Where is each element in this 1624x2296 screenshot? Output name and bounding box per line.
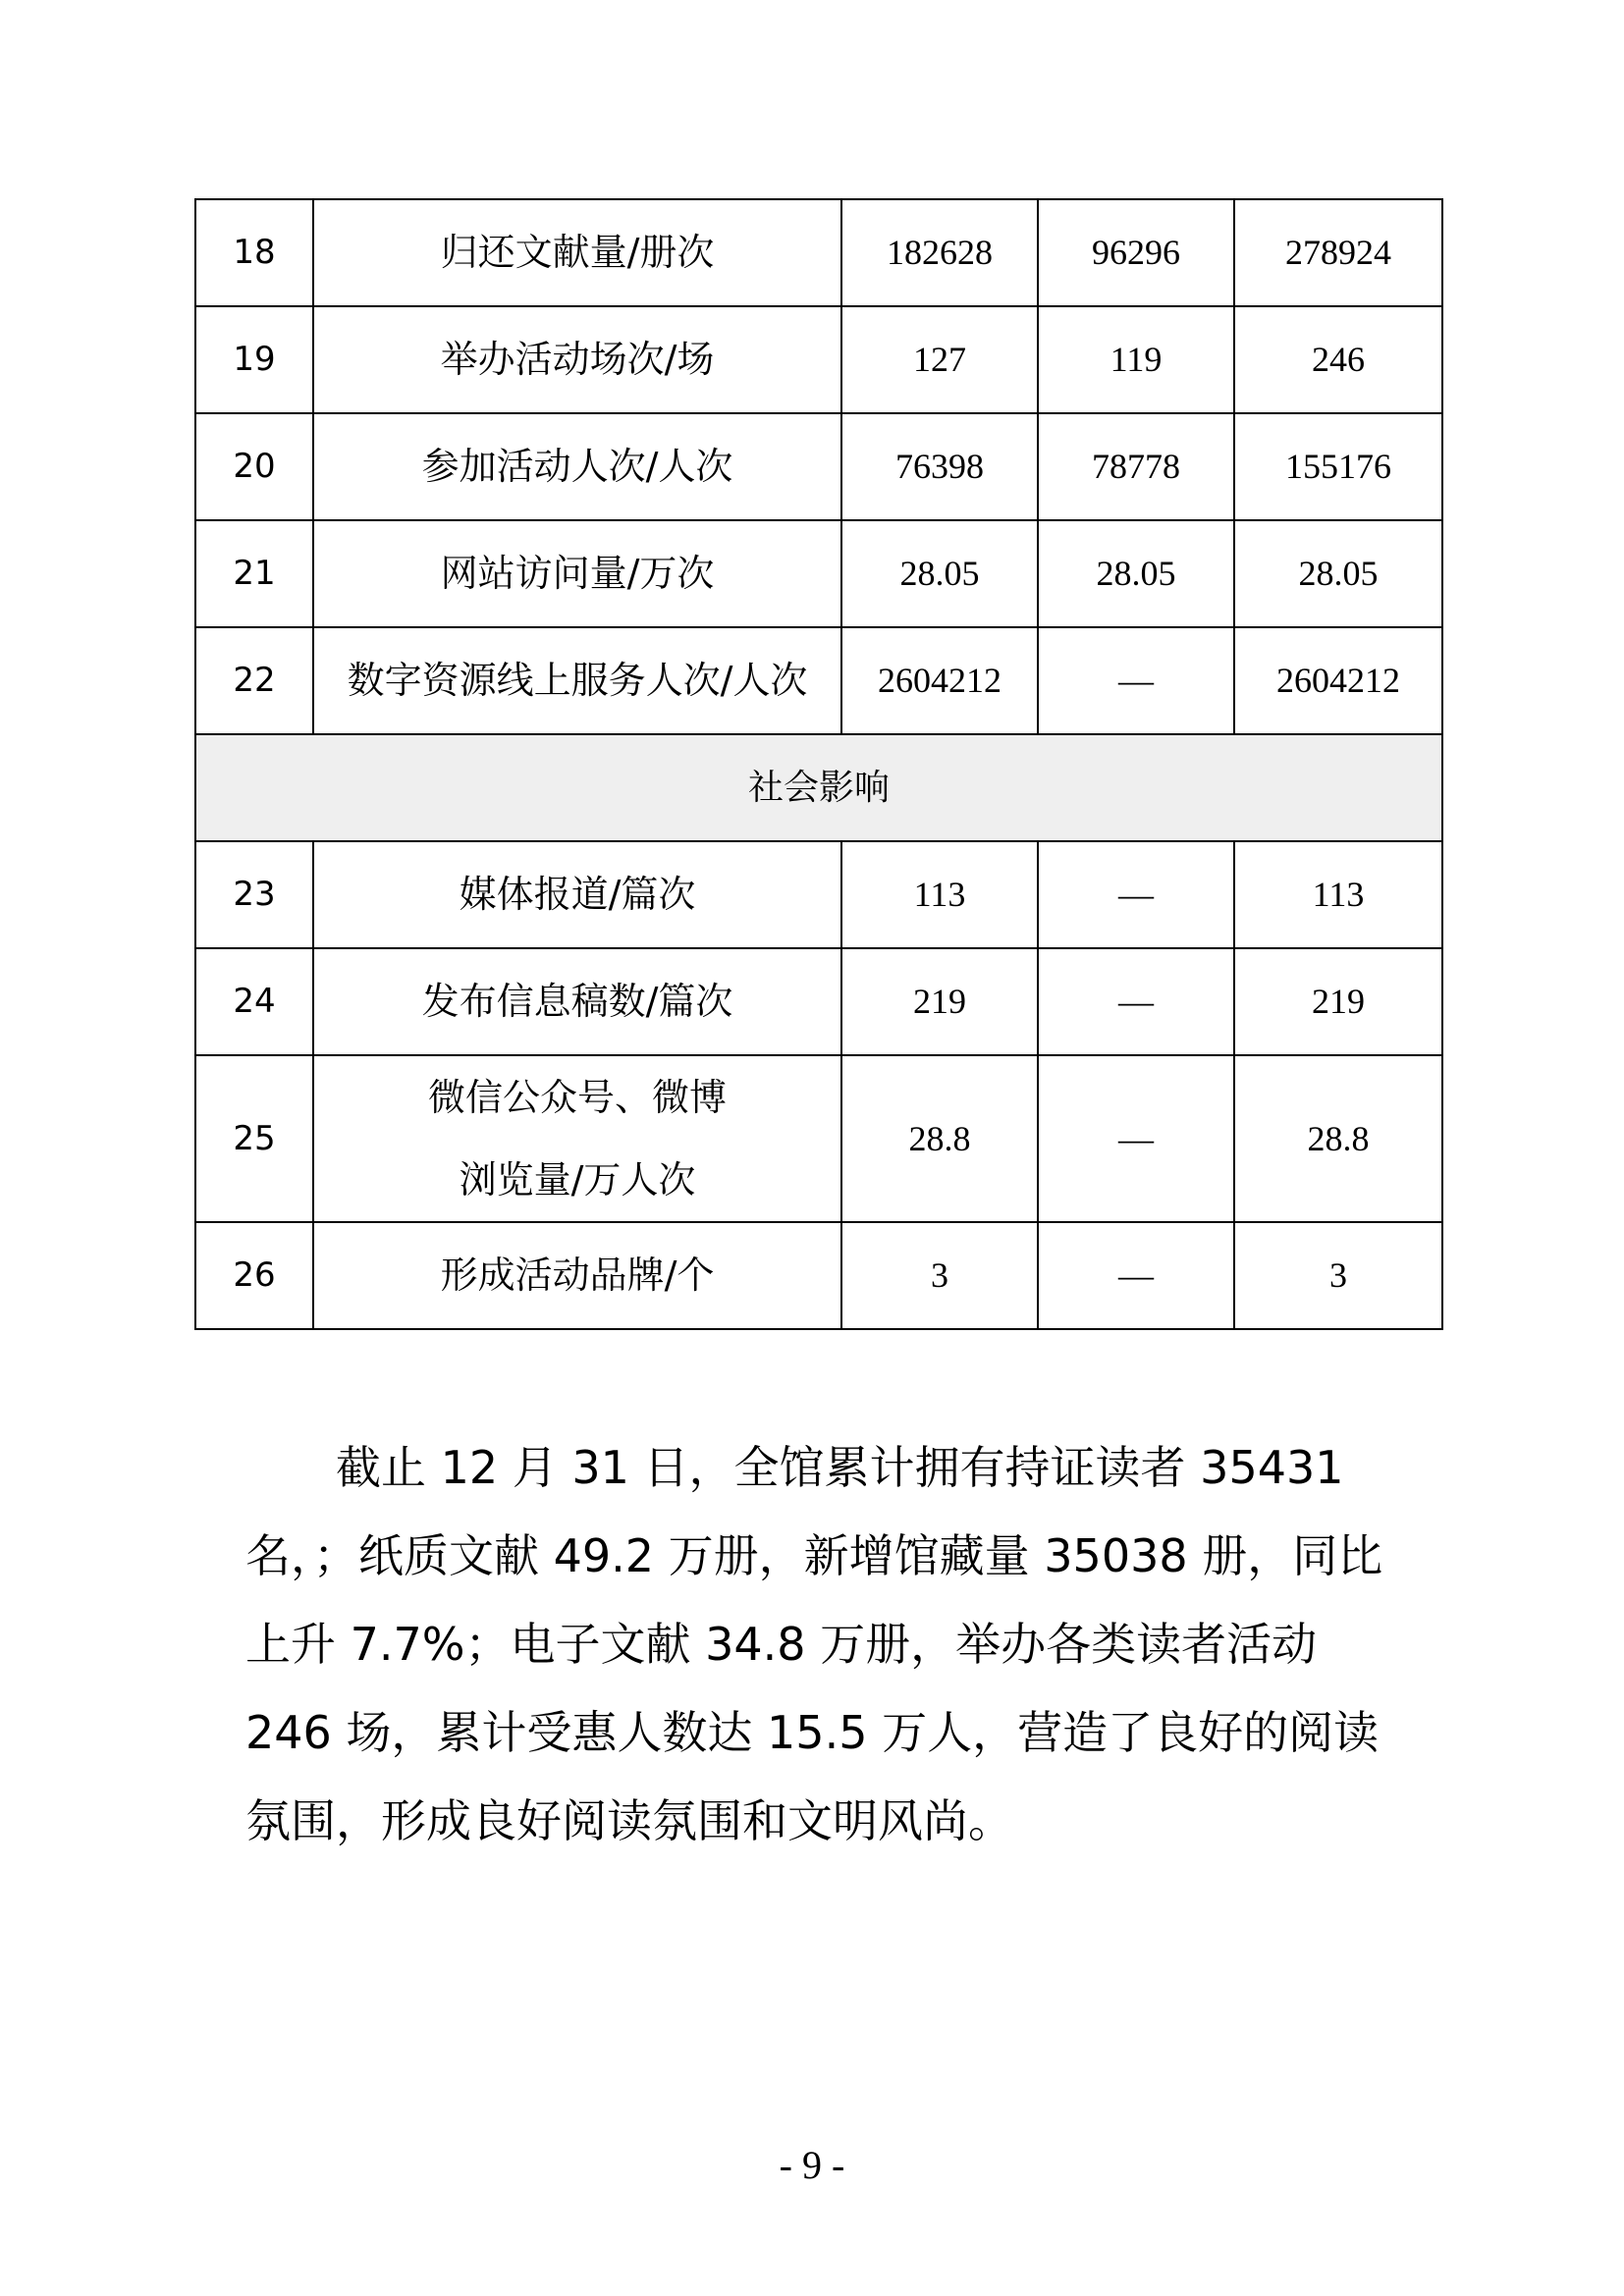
row-number: 20 [195,413,313,520]
row-number: 25 [195,1055,313,1222]
value-col-1: 2604212 [841,627,1038,734]
value-total: 3 [1234,1222,1442,1329]
summary-paragraph: 截止 12 月 31 日，全馆累计拥有持证读者 35431 名，；纸质文献 49.2 万册，新增馆藏量 35038 册，同比上升 7.7%；电子文献 34.8 万册，举办各类读者活动 246 场，累计受惠人数达 15.5 万人，营造了良好的阅读氛围，形成良好阅读氛围和文明风尚。 [245,1441,1383,1847]
value-col-2: 96296 [1038,199,1234,306]
item-name: 归还文献量/册次 [313,199,841,306]
item-name: 发布信息稿数/篇次 [313,948,841,1055]
value-col-1: 28.8 [841,1055,1038,1222]
row-number: 24 [195,948,313,1055]
value-col-1: 3 [841,1222,1038,1329]
item-name: 举办活动场次/场 [313,306,841,413]
table-row [195,627,1442,734]
value-col-1: 28.05 [841,520,1038,627]
section-title: 社会影响 [195,734,1442,841]
item-name-line-2: 浏览量/万人次 [459,1158,696,1201]
value-col-2: — [1038,627,1234,734]
value-col-2: 78778 [1038,413,1234,520]
value-col-2: — [1038,948,1234,1055]
item-name: 数字资源线上服务人次/人次 [313,627,841,734]
table-row [195,520,1442,627]
section-header-row [195,734,1442,841]
value-total: 155176 [1234,413,1442,520]
value-col-2: 119 [1038,306,1234,413]
value-col-2: — [1038,1222,1234,1329]
value-col-1: 76398 [841,413,1038,520]
table-row [195,1055,1442,1222]
value-col-2: — [1038,1055,1234,1222]
row-number: 19 [195,306,313,413]
value-total: 2604212 [1234,627,1442,734]
row-number: 18 [195,199,313,306]
table-row [195,306,1442,413]
value-total: 28.05 [1234,520,1442,627]
table-row [195,841,1442,948]
table-row [195,1222,1442,1329]
value-col-1: 182628 [841,199,1038,306]
item-name: 参加活动人次/人次 [313,413,841,520]
value-total: 219 [1234,948,1442,1055]
value-col-1: 219 [841,948,1038,1055]
page-number: - 9 - [779,2143,845,2187]
item-name-line-1: 微信公众号、微博 [427,1076,727,1119]
value-col-2: 28.05 [1038,520,1234,627]
value-total: 278924 [1234,199,1442,306]
table-row [195,199,1442,306]
statistics-table [194,198,1443,1330]
table-row [195,413,1442,520]
row-number: 22 [195,627,313,734]
row-number: 21 [195,520,313,627]
row-number: 26 [195,1222,313,1329]
item-name: 形成活动品牌/个 [313,1222,841,1329]
row-number: 23 [195,841,313,948]
item-name [313,1055,841,1222]
value-col-1: 127 [841,306,1038,413]
value-total: 246 [1234,306,1442,413]
item-name: 媒体报道/篇次 [313,841,841,948]
value-total: 28.8 [1234,1055,1442,1222]
table-row [195,948,1442,1055]
value-total: 113 [1234,841,1442,948]
value-col-2: — [1038,841,1234,948]
value-col-1: 113 [841,841,1038,948]
item-name: 网站访问量/万次 [313,520,841,627]
